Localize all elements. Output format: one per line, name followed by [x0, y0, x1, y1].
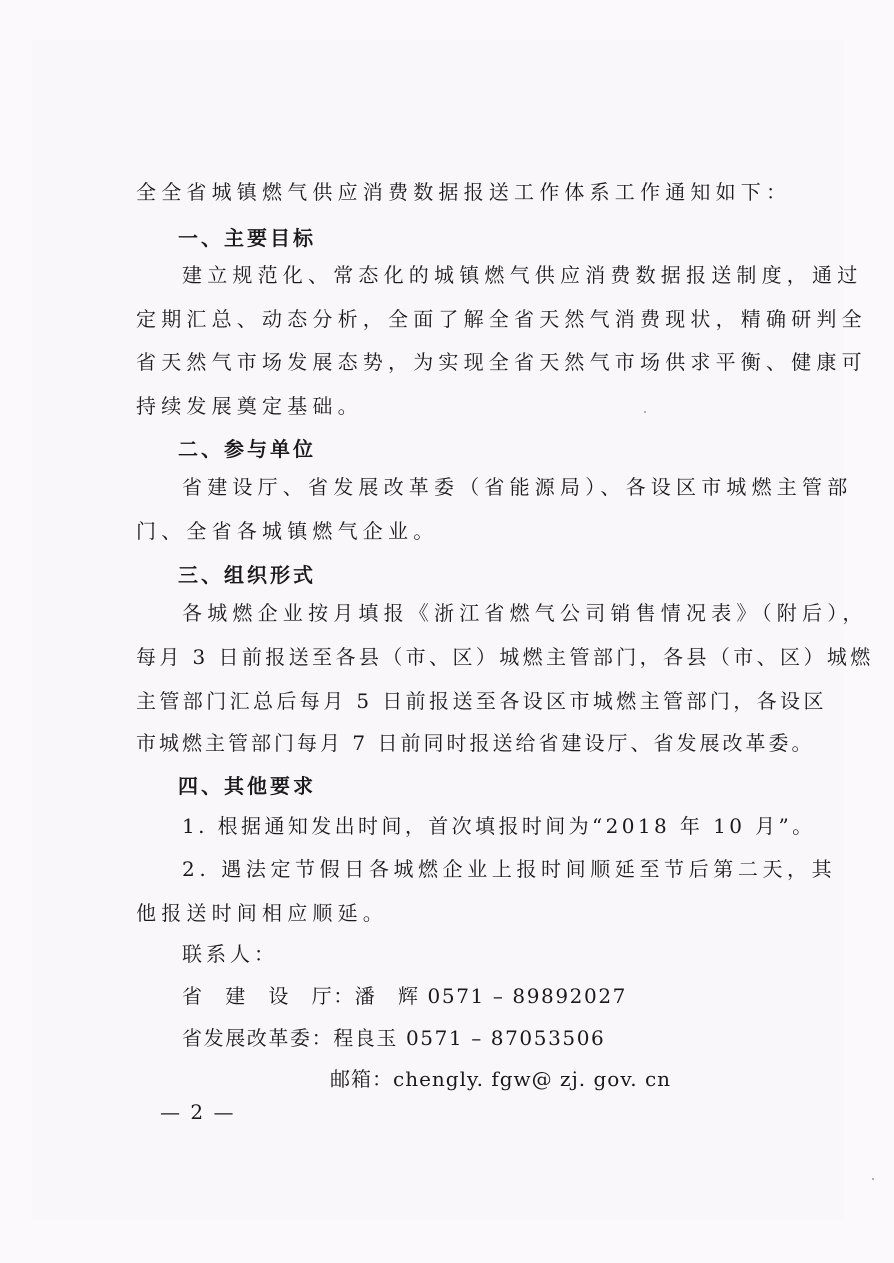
other-item-1: 1. 根据通知发出时间，首次填报时间为“2018 年 10 月”。: [182, 814, 816, 838]
organization-paragraph-line-4: 市城燃主管部门每月 7 日前同时报送给省建设厅、省发展改革委。: [136, 731, 815, 755]
page-number: — 2 —: [160, 1100, 236, 1124]
contact-construction-dept: 省 建 设 厅：潘 辉 0571 – 89892027: [182, 984, 627, 1008]
goals-paragraph-line-1: 建立规范化、常态化的城镇燃气供应消费数据报送制度，通过: [182, 263, 863, 287]
section-heading-organization: 三、组织形式: [178, 563, 316, 587]
contact-development-commission: 省发展改革委：程良玉 0571 – 87053506: [182, 1026, 606, 1050]
organization-paragraph-line-2: 每月 3 日前报送至各县（市、区）城燃主管部门，各县（市、区）城燃: [136, 645, 874, 669]
other-item-2-line-2: 他报送时间相应顺延。: [136, 901, 388, 925]
organization-paragraph-line-3: 主管部门汇总后每月 5 日前报送至各设区市城燃主管部门，各设区: [136, 689, 827, 713]
contact-email: 邮箱：chengly. fgw@ zj. gov. cn: [330, 1067, 672, 1091]
section-heading-participants: 二、参与单位: [178, 437, 316, 461]
goals-paragraph-line-3: 省天然气市场发展态势，为实现全省天然气市场供求平衡、健康可: [136, 350, 867, 374]
section-heading-goals: 一、主要目标: [178, 226, 316, 250]
organization-paragraph-line-1: 各城燃企业按月填报《浙江省燃气公司销售情况表》（附后），: [182, 601, 868, 625]
contact-label: 联系人：: [182, 942, 278, 966]
participants-paragraph-line-2: 门、全省各城镇燃气企业。: [136, 519, 439, 543]
goals-paragraph-line-2: 定期汇总、动态分析，全面了解全省天然气消费现状，精确研判全: [136, 307, 867, 331]
section-heading-other: 四、其他要求: [178, 774, 316, 798]
intro-line: 全全省城镇燃气供应消费数据报送工作体系工作通知如下：: [136, 180, 792, 204]
scan-speck: [872, 1178, 874, 1180]
other-item-2-line-1: 2. 遇法定节假日各城燃企业上报时间顺延至节后第二天，其: [182, 857, 837, 881]
participants-paragraph-line-1: 省建设厅、省发展改革委（省能源局）、各设区市城燃主管部: [182, 475, 853, 499]
scan-speck: [644, 411, 646, 413]
goals-paragraph-line-4: 持续发展奠定基础。: [136, 394, 363, 418]
